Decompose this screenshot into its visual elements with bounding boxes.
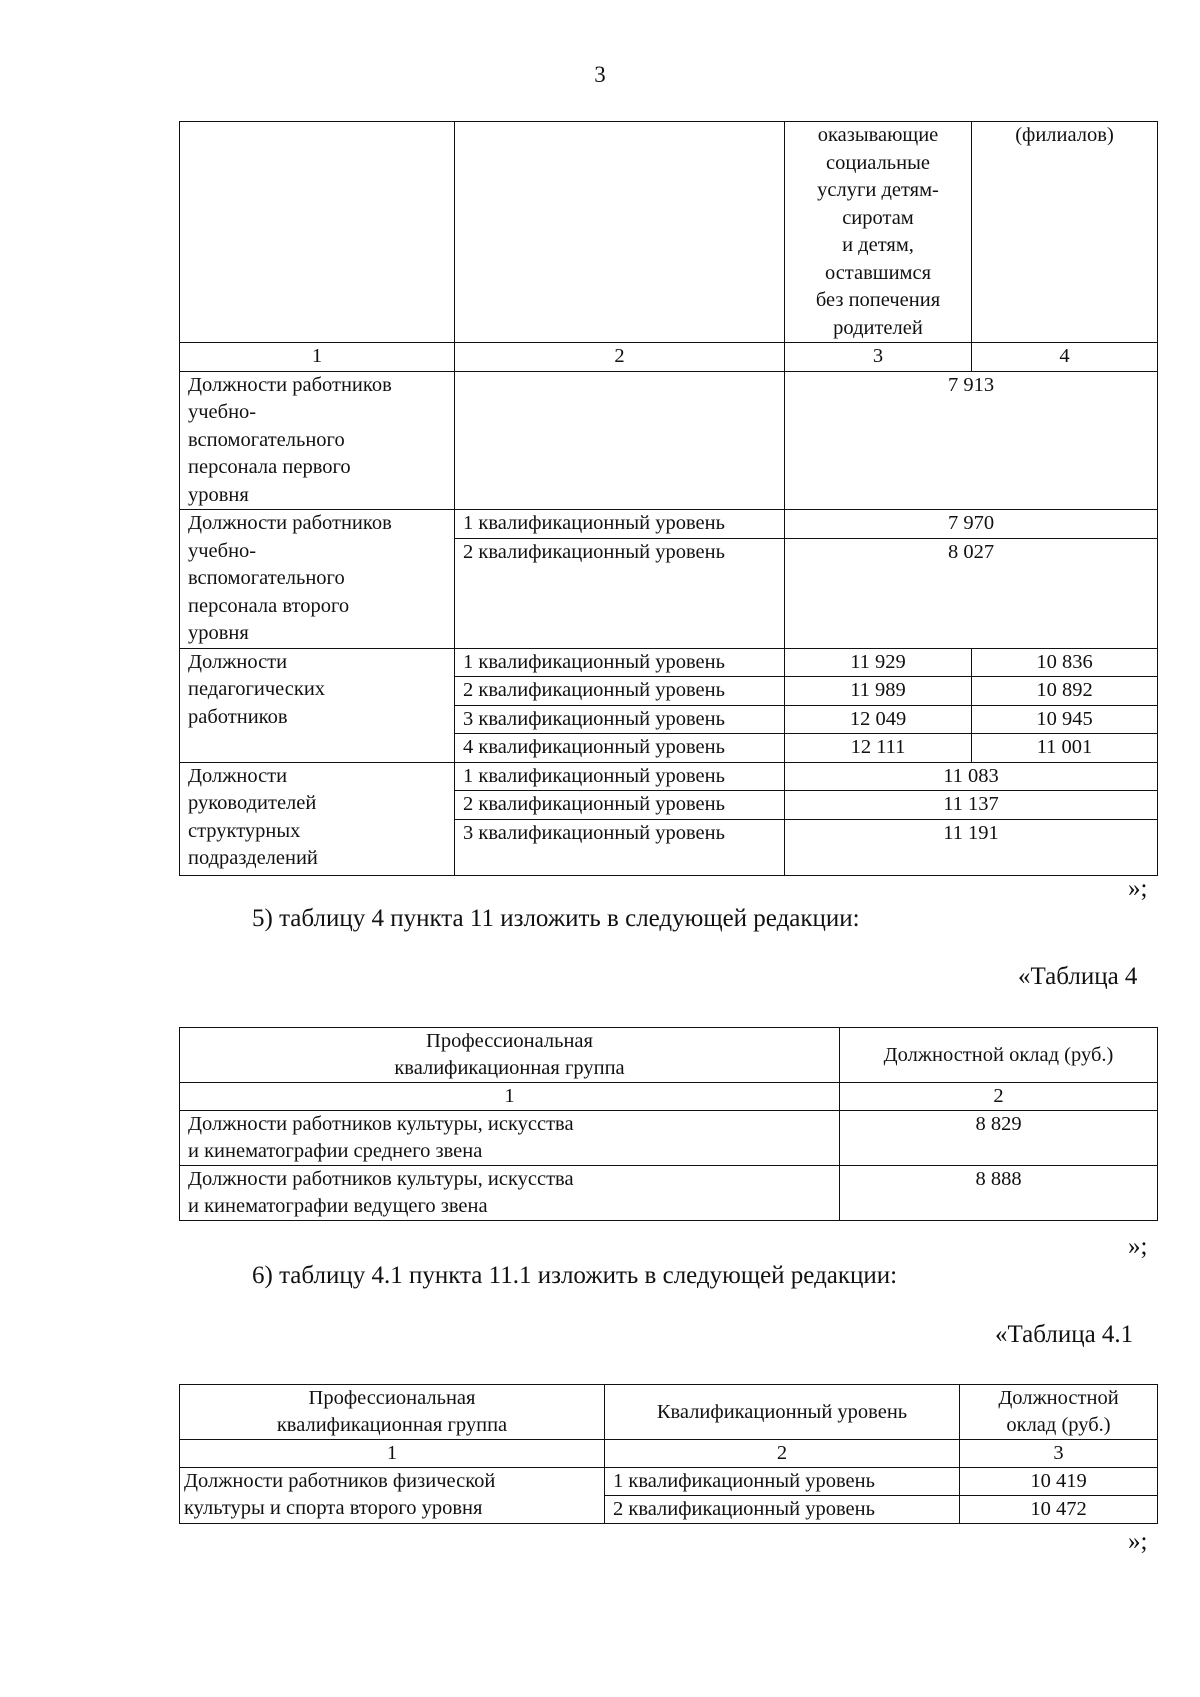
group-name-line: Должности работников — [188, 512, 392, 534]
salary-value: 8 888 — [840, 1166, 1158, 1221]
salary-value: 10 945 — [972, 705, 1158, 734]
header-cell-empty — [455, 122, 785, 343]
table-header-row — [180, 122, 1158, 343]
group-name-line: Должности — [188, 764, 288, 787]
group-name-line: уровня — [188, 622, 249, 644]
table-4-1-label: «Таблица 4.1 — [995, 1321, 1134, 1348]
qualification-level: 2 квалификационный уровень — [455, 791, 785, 820]
group-name-line: персонала второго — [188, 594, 350, 617]
group-name-line: учебно- — [188, 539, 257, 562]
paragraph-6: 6) таблицу 4.1 пункта 11.1 изложить в следующей редакции: — [252, 1262, 898, 1289]
salary-value: 8 829 — [840, 1111, 1158, 1166]
column-number-row — [180, 1083, 1158, 1111]
table-row — [180, 648, 1158, 677]
table-header-row — [180, 1028, 1158, 1083]
table-row — [180, 1166, 1158, 1221]
header-line: услуги детям- — [817, 179, 939, 201]
closing-quote: »; — [1128, 875, 1148, 902]
group-name — [180, 648, 455, 762]
group-name-line: учебно- — [188, 401, 257, 423]
header-line: квалификационная группа — [276, 1414, 508, 1436]
header-col4: (филиалов) — [972, 122, 1158, 343]
salary-value: 7 970 — [785, 510, 1158, 539]
header-col2: Должностной оклад (руб.) — [840, 1028, 1158, 1083]
group-name-line: и кинематографии среднего звена — [188, 1140, 483, 1162]
group-name — [180, 1111, 840, 1166]
qualification-level: 2 квалификационный уровень — [455, 677, 785, 706]
header-col1 — [180, 1385, 605, 1440]
table-row — [180, 1468, 1158, 1496]
table-row — [180, 371, 1158, 510]
salary-value: 10 892 — [972, 677, 1158, 706]
page-number: 3 — [594, 62, 606, 87]
header-line: без попечения — [815, 289, 941, 311]
group-name-line: уровня — [188, 483, 249, 506]
salary-value: 11 137 — [785, 791, 1158, 820]
salary-value: 12 049 — [785, 705, 972, 734]
header-line: родителей — [833, 316, 923, 339]
qualification-level: 4 квалификационный уровень — [455, 734, 785, 763]
group-name-line: Должности — [188, 650, 288, 673]
header-line: Профессиональная — [308, 1387, 476, 1409]
table-4-1 — [179, 1384, 1158, 1524]
paragraph-5: 5) таблицу 4 пункта 11 изложить в следующей редакции: — [252, 905, 860, 932]
table-row — [180, 762, 1158, 791]
salary-value: 10 836 — [972, 648, 1158, 677]
salary-value: 8 027 — [785, 538, 1158, 648]
header-col3 — [785, 122, 972, 343]
table-row — [180, 510, 1158, 539]
qualification-level: 2 квалификационный уровень — [605, 1496, 960, 1524]
col-number: 1 — [180, 1083, 840, 1111]
qualification-level: 3 квалификационный уровень — [455, 705, 785, 734]
col-number: 2 — [605, 1440, 960, 1468]
group-name — [180, 1468, 605, 1524]
header-line: Должностной — [998, 1387, 1119, 1409]
table-4-label: «Таблица 4 — [1018, 963, 1138, 990]
col-number: 1 — [180, 1440, 605, 1468]
column-number-row — [180, 1440, 1158, 1468]
header-line: социальные — [826, 151, 930, 174]
group-name-line: Должности работников физической — [184, 1470, 496, 1492]
header-line: оклад (руб.) — [1006, 1414, 1111, 1436]
group-name-line: культуры и спорта второго уровня — [184, 1497, 483, 1519]
group-name-line: педагогических — [188, 678, 326, 700]
header-line: квалификационная группа — [394, 1057, 625, 1079]
header-col1 — [180, 1028, 840, 1083]
col-number: 3 — [785, 343, 972, 372]
group-name-line: руководителей — [188, 792, 317, 814]
qualification-level: 1 квалификационный уровень — [455, 510, 785, 539]
group-name-line: Должности работников — [188, 373, 392, 396]
col-number: 3 — [960, 1440, 1158, 1468]
header-line: оставшимся — [824, 261, 932, 284]
group-name-line: персонала первого — [188, 456, 351, 478]
header-line: сиротам — [842, 206, 914, 229]
group-name — [180, 762, 455, 875]
header-col2: Квалификационный уровень — [605, 1385, 960, 1440]
header-line: оказывающие — [817, 124, 939, 146]
group-name-line: вспомогательного — [188, 567, 345, 589]
group-name-line: подразделений — [188, 847, 318, 869]
group-name-line: структурных — [188, 819, 301, 842]
group-name-line: вспомогательного — [188, 428, 345, 451]
salary-value: 10 472 — [960, 1496, 1158, 1524]
group-name — [180, 510, 455, 649]
salary-value: 11 001 — [972, 734, 1158, 763]
qualification-level: 1 квалификационный уровень — [605, 1468, 960, 1496]
table-3-continuation — [179, 121, 1158, 876]
group-name-line: и кинематографии ведущего звена — [188, 1195, 488, 1217]
header-col3 — [960, 1385, 1158, 1440]
closing-quote: »; — [1128, 1528, 1148, 1555]
salary-value: 11 083 — [785, 762, 1158, 791]
col-number: 2 — [840, 1083, 1158, 1111]
qualification-level: 1 квалификационный уровень — [455, 648, 785, 677]
table-row — [180, 1111, 1158, 1166]
salary-value: 7 913 — [785, 371, 1158, 510]
salary-value: 11 929 — [785, 648, 972, 677]
qualification-level: 3 квалификационный уровень — [455, 819, 785, 875]
qualification-level: 1 квалификационный уровень — [455, 762, 785, 791]
group-name — [180, 371, 455, 510]
group-name-line: Должности работников культуры, искусства — [188, 1168, 574, 1190]
column-number-row — [180, 343, 1158, 372]
table-4 — [179, 1027, 1158, 1221]
col-number: 4 — [972, 343, 1158, 372]
table-header-row — [180, 1385, 1158, 1440]
header-cell-empty — [180, 122, 455, 343]
header-line: Профессиональная — [426, 1030, 593, 1052]
col-number: 2 — [455, 343, 785, 372]
group-name-line: Должности работников культуры, искусства — [188, 1113, 574, 1135]
salary-value: 10 419 — [960, 1468, 1158, 1496]
salary-value: 12 111 — [785, 734, 972, 763]
salary-value: 11 989 — [785, 677, 972, 706]
group-name-line: работников — [188, 705, 288, 728]
salary-value: 11 191 — [785, 819, 1158, 875]
group-name — [180, 1166, 840, 1221]
closing-quote: »; — [1128, 1233, 1148, 1260]
col-number: 1 — [180, 343, 455, 372]
header-line: и детям, — [842, 234, 914, 256]
qualification-level: 2 квалификационный уровень — [455, 538, 785, 648]
level-cell-empty — [455, 371, 785, 510]
